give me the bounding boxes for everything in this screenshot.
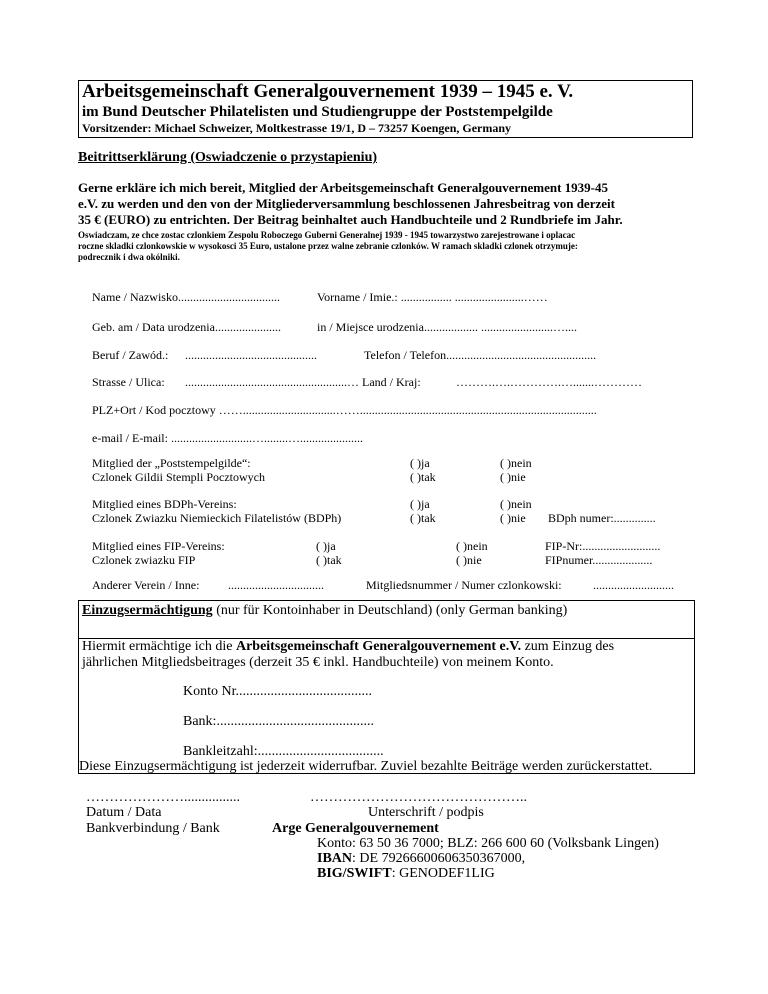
mitgliedsnummer-field[interactable]: ........................... <box>593 578 674 592</box>
beruf-label: Beruf / Zawód.: <box>92 348 169 362</box>
bank-field[interactable]: Bank:............................................. <box>183 714 374 729</box>
bic-value: : GENODEF1LIG <box>391 866 495 881</box>
declaration-heading: Beitrittserklärung (Oswiadczenie o przystapieniu) <box>78 150 378 165</box>
association-subtitle: im Bund Deutscher Philatelisten und Studiengruppe der Poststempelgilde <box>82 104 553 120</box>
birthdate-field[interactable]: Geb. am / Data urodzenia...................... <box>92 320 281 334</box>
gilde-nein-checkbox[interactable]: ( )nein <box>500 456 532 470</box>
mitgliedsnummer-label: Mitgliedsnummer / Numer czlonkowski: <box>366 578 562 592</box>
name-field[interactable]: Name / Nazwisko.................................. <box>92 290 280 304</box>
date-line[interactable]: …………………................ <box>86 790 240 805</box>
bank-konto-line: Konto: 63 50 36 7000; BLZ: 266 600 60 (Volksbank Lingen) <box>317 836 659 851</box>
einzug-line1-pre: Hiermit ermächtige ich die <box>82 639 236 654</box>
plz-field[interactable]: PLZ+Ort / Kod pocztowy ……...............................……............................................................................... <box>92 403 597 417</box>
declaration-line-3: 35 € (EURO) zu entrichten. Der Beitrag beinhaltet auch Handbuchteile und 2 Rundbriefe im Jahr. <box>78 212 623 227</box>
signature-line[interactable]: ……………………………………….. <box>310 790 527 805</box>
polish-line-1: Oswiadczam, ze chce zostac czlonkiem Zespolu Roboczego Guberni Generalnej 1939 - 1945 towarzystwo zarejestrowane i oplacac <box>78 230 576 240</box>
bdph-ja-checkbox[interactable]: ( )ja <box>410 497 430 511</box>
bdph-number-field[interactable]: BDph numer:.............. <box>548 511 656 525</box>
vorname-field[interactable]: Vorname / Imie.: ................. .......................…… <box>317 290 548 304</box>
gilde-nie-checkbox[interactable]: ( )nie <box>500 470 526 484</box>
bic-line <box>317 866 495 882</box>
association-title: Arbeitsgemeinschaft Generalgouvernement 1939 – 1945 e. V. <box>82 81 574 102</box>
bdph-label-pl: Czlonek Zwiazku Niemieckich Filatelistów (BDPh) <box>92 511 342 525</box>
anderer-verein-label: Anderer Verein / Inne: <box>92 578 200 592</box>
bic-label: BIG/SWIFT <box>317 866 392 881</box>
iban-label: IBAN <box>317 851 353 866</box>
fip-nein-checkbox[interactable]: ( )nein <box>456 539 488 553</box>
widerruf-note: Diese Einzugsermächtigung ist jederzeit widerrufbar. Zuviel bezahlte Beiträge werden zurückerstattet. <box>79 759 653 774</box>
anderer-verein-field[interactable]: ................................ <box>228 578 324 592</box>
einzug-line1-bold: Arbeitsgemeinschaft Generalgouvernement e.V. <box>235 639 522 654</box>
gilde-ja-checkbox[interactable]: ( )ja <box>410 456 430 470</box>
gilde-label-pl: Czlonek Gildii Stempli Pocztowych <box>92 470 265 484</box>
declaration-line-1: Gerne erkläre ich mich bereit, Mitglied der Arbeitsgemeinschaft Generalgouvernement 1939-45 <box>78 180 608 195</box>
datum-label: Datum / Data <box>86 805 162 820</box>
bdph-label-de: Mitglied eines BDPh-Vereins: <box>92 497 237 511</box>
arge-name: Arge Generalgouvernement <box>272 821 439 836</box>
telefon-field[interactable]: Telefon / Telefon.................................................. <box>364 348 597 362</box>
einzug-line-1 <box>82 639 614 655</box>
einzug-line-2: jährlichen Mitgliedsbeitrages (derzeit 35 € inkl. Handbuchteile) von meinem Konto. <box>82 655 554 670</box>
fip-tak-checkbox[interactable]: ( )tak <box>316 553 342 567</box>
strasse-label: Strasse / Ulica: <box>92 375 165 389</box>
beruf-field[interactable]: ............................................ <box>185 348 317 362</box>
bdph-tak-checkbox[interactable]: ( )tak <box>410 511 436 525</box>
fip-label-pl: Czlonek zwiazku FIP <box>92 553 196 567</box>
bankverbindung-label: Bankverbindung / Bank <box>86 821 220 836</box>
strasse-field[interactable]: ......................................................… Land / Kraj: <box>185 375 421 389</box>
iban-value: : DE 79266600606350367000, <box>352 851 526 866</box>
fip-ja-checkbox[interactable]: ( )ja <box>316 539 336 553</box>
konto-field[interactable]: Konto Nr....................................... <box>183 684 372 699</box>
einzug-heading-bold: Einzugsermächtigung <box>82 603 213 618</box>
bankleitzahl-field[interactable]: Bankleitzahl:.................................... <box>183 744 384 759</box>
fip-nr-field[interactable]: FIP-Nr:.......................... <box>545 539 661 553</box>
birthplace-field[interactable]: in / Miejsce urodzenia.................. ........................….... <box>317 320 577 334</box>
polish-line-2: roczne skladki czlonkowskie w wysokosci 35 Euro, ustalone przez walne zebranie czlonków. W ramach skladki czlonek otrzymuje: <box>78 241 578 251</box>
gilde-label-de: Mitglied der „Poststempelgilde“: <box>92 456 251 470</box>
fip-label-de: Mitglied eines FIP-Vereins: <box>92 539 225 553</box>
email-field[interactable]: e-mail / E-mail: ...........................…........…..................... <box>92 431 363 445</box>
chair-address: Vorsitzender: Michael Schweizer, Moltkestrasse 19/1, D – 73257 Koengen, Germany <box>82 121 512 135</box>
einzug-line1-post: zum Einzug des <box>521 639 615 654</box>
bdph-nein-checkbox[interactable]: ( )nein <box>500 497 532 511</box>
einzug-heading <box>82 603 567 619</box>
gilde-tak-checkbox[interactable]: ( )tak <box>410 470 436 484</box>
polish-line-3: podrecznik i dwa okólniki. <box>78 252 180 262</box>
declaration-line-2: e.V. zu werden und den von der Mitgliederversammlung beschlossenen Jahresbeitrag von derzeit <box>78 196 615 211</box>
bdph-nie-checkbox[interactable]: ( )nie <box>500 511 526 525</box>
einzug-heading-rest: (nur für Kontoinhaber in Deutschland) (only German banking) <box>212 603 568 618</box>
iban-line <box>317 851 525 867</box>
fip-nie-checkbox[interactable]: ( )nie <box>456 553 482 567</box>
unterschrift-label: Unterschrift / podpis <box>368 805 484 820</box>
land-field[interactable]: ……….….………….….......………… <box>456 375 642 389</box>
fip-numer-field[interactable]: FIPnumer.................... <box>545 553 653 567</box>
